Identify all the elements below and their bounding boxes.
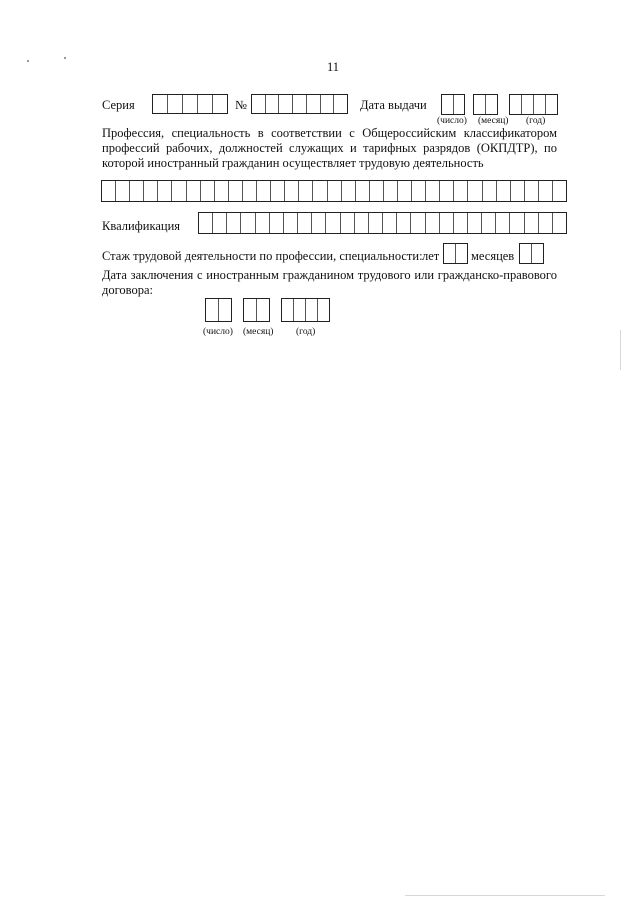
issue-year-caption: (год) [526, 116, 546, 126]
contract-text-line1: Дата заключения с иностранным гражданином трудового или гражданско-правового [102, 268, 557, 282]
scan-edge-line [405, 895, 605, 896]
experience-label: Стаж трудовой деятельности по профессии, специальности: [102, 249, 423, 263]
experience-months-label: месяцев [471, 249, 515, 263]
contract-month-cells[interactable] [243, 298, 270, 322]
series-cells[interactable] [152, 94, 228, 114]
contract-month-caption: (месяц) [243, 327, 274, 337]
experience-years-cells[interactable] [443, 243, 468, 264]
profession-cells[interactable] [101, 180, 567, 202]
qualification-label: Квалификация [102, 219, 181, 233]
scan-speck [64, 57, 66, 59]
page-number: 11 [327, 60, 340, 74]
contract-day-cells[interactable] [205, 298, 232, 322]
issue-day-caption: (число) [437, 116, 467, 126]
contract-day-caption: (число) [203, 327, 233, 337]
qualification-cells[interactable] [198, 212, 567, 234]
contract-year-cells[interactable] [281, 298, 330, 322]
contract-year-caption: (год) [296, 327, 316, 337]
experience-months-cells[interactable] [519, 243, 544, 264]
contract-text-line2: договора: [102, 283, 154, 297]
issue-year-cells[interactable] [509, 94, 558, 115]
profession-text-line2: профессий рабочих, должностей служащих и тарифных разрядов (ОКПДТР), по [102, 141, 557, 155]
profession-text-line1: Профессия, специальность в соответствии с Общероссийским классификатором [102, 126, 557, 140]
profession-text-line3: которой иностранный гражданин осуществляет трудовую деятельность [102, 156, 484, 170]
scan-edge-line [620, 330, 621, 370]
number-cells[interactable] [251, 94, 348, 114]
experience-years-label: лет [422, 249, 440, 263]
issue-month-cells[interactable] [473, 94, 498, 115]
issue-date-label: Дата выдачи [360, 98, 427, 112]
issue-day-cells[interactable] [441, 94, 465, 115]
scan-speck [27, 60, 29, 62]
series-label: Серия [102, 98, 135, 112]
number-label: № [235, 98, 247, 112]
issue-month-caption: (месяц) [478, 116, 509, 126]
